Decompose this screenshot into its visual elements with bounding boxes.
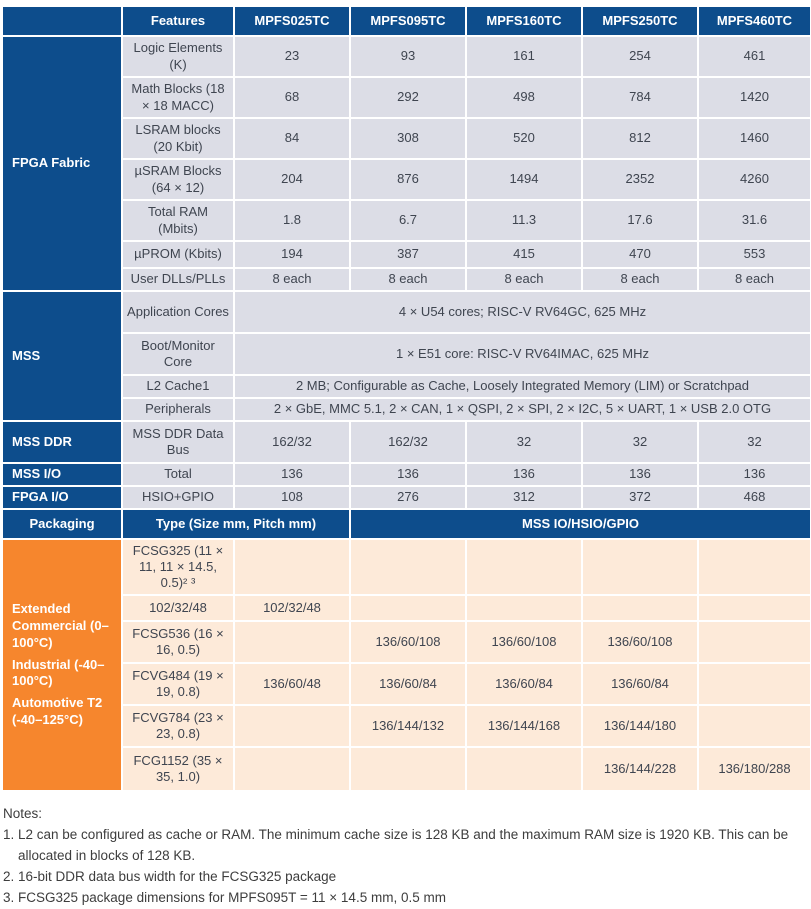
table-row — [2, 77, 811, 118]
value-cell: 102/32/48 — [234, 595, 350, 621]
value-cell-merged: 2 × GbE, MMC 5.1, 2 × CAN, 1 × QSPI, 2 × SPI, 2 × I2C, 5 × UART, 1 × USB 2.0 OTG — [234, 398, 811, 421]
value-cell — [466, 595, 582, 621]
value-cell: 11.3 — [466, 200, 582, 241]
feature-label: LSRAM blocks (20 Kbit) — [122, 118, 234, 159]
value-cell — [698, 539, 811, 595]
table-row — [2, 421, 811, 463]
table-row — [2, 241, 811, 268]
value-cell: 553 — [698, 241, 811, 268]
value-cell: 415 — [466, 241, 582, 268]
value-cell: 136 — [582, 463, 698, 486]
table-row — [2, 291, 811, 333]
feature-label: Total RAM (Mbits) — [122, 200, 234, 241]
package-type-column-header: Type (Size mm, Pitch mm) — [122, 509, 350, 539]
table-row — [2, 268, 811, 291]
value-cell — [698, 621, 811, 663]
value-cell — [350, 747, 466, 791]
value-cell: 1420 — [698, 77, 811, 118]
section-label-packaging: Packaging — [2, 509, 122, 539]
table-row — [2, 375, 811, 398]
value-cell: 136/60/84 — [466, 663, 582, 705]
value-cell: 308 — [350, 118, 466, 159]
value-cell: 136/60/84 — [350, 663, 466, 705]
temp-grade: Automotive T2 (-40–125°C) — [12, 695, 103, 728]
value-cell: 136 — [234, 463, 350, 486]
table-row — [2, 118, 811, 159]
feature-label: L2 Cache1 — [122, 375, 234, 398]
value-cell: 8 each — [582, 268, 698, 291]
value-cell: 1460 — [698, 118, 811, 159]
product-column-header: MPFS095TC — [350, 6, 466, 36]
value-cell: 8 each — [698, 268, 811, 291]
value-cell — [582, 595, 698, 621]
value-cell: 1.8 — [234, 200, 350, 241]
feature-label: Peripherals — [122, 398, 234, 421]
value-cell: 136/60/48 — [234, 663, 350, 705]
value-cell: 2352 — [582, 159, 698, 200]
table-row — [2, 159, 811, 200]
value-cell: 136/60/84 — [582, 663, 698, 705]
value-cell: 136 — [698, 463, 811, 486]
value-cell — [698, 595, 811, 621]
value-cell: 84 — [234, 118, 350, 159]
value-cell: 520 — [466, 118, 582, 159]
section-label-mss-ddr: MSS DDR — [2, 421, 122, 463]
value-cell: 812 — [582, 118, 698, 159]
feature-label: HSIO+GPIO — [122, 486, 234, 509]
value-cell: 136/144/180 — [582, 705, 698, 747]
note-item: 3. FCSG325 package dimensions for MPFS095T = 11 × 14.5 mm, 0.5 mm — [3, 889, 446, 905]
table-row — [2, 486, 811, 509]
value-cell: 254 — [582, 36, 698, 77]
package-type-cell: 102/32/48 — [122, 595, 234, 621]
value-cell: 136/60/108 — [350, 621, 466, 663]
table-row — [2, 621, 811, 663]
value-cell: 17.6 — [582, 200, 698, 241]
table-row — [2, 463, 811, 486]
table-row — [2, 398, 811, 421]
value-cell: 162/32 — [234, 421, 350, 463]
package-type-cell: FCSG536 (16 × 16, 0.5) — [122, 621, 234, 663]
value-cell: 31.6 — [698, 200, 811, 241]
feature-label: Math Blocks (18 × 18 MACC) — [122, 77, 234, 118]
section-label-fpga-io: FPGA I/O — [2, 486, 122, 509]
value-cell: 498 — [466, 77, 582, 118]
packaging-header-row — [2, 509, 811, 539]
value-cell — [350, 539, 466, 595]
value-cell: 204 — [234, 159, 350, 200]
value-cell: 8 each — [350, 268, 466, 291]
value-cell: 8 each — [466, 268, 582, 291]
value-cell — [234, 539, 350, 595]
notes-title: Notes: — [3, 806, 43, 821]
value-cell: 32 — [582, 421, 698, 463]
package-type-cell: FCG1152 (35 × 35, 1.0) — [122, 747, 234, 791]
value-cell — [698, 705, 811, 747]
datasheet-page — [0, 5, 811, 909]
table-row — [2, 747, 811, 791]
value-cell: 4260 — [698, 159, 811, 200]
temperature-grades-cell — [2, 539, 122, 791]
value-cell — [466, 539, 582, 595]
value-cell: 194 — [234, 241, 350, 268]
value-cell: 136/144/228 — [582, 747, 698, 791]
feature-label: µPROM (Kbits) — [122, 241, 234, 268]
table-row — [2, 200, 811, 241]
feature-label: µSRAM Blocks (64 × 12) — [122, 159, 234, 200]
value-cell: 468 — [698, 486, 811, 509]
value-cell: 292 — [350, 77, 466, 118]
table-row — [2, 663, 811, 705]
package-type-cell: FCVG484 (19 × 19, 0.8) — [122, 663, 234, 705]
value-cell: 93 — [350, 36, 466, 77]
value-cell: 136/144/132 — [350, 705, 466, 747]
value-cell: 6.7 — [350, 200, 466, 241]
value-cell — [234, 747, 350, 791]
table-header-row — [2, 6, 811, 36]
feature-label: MSS DDR Data Bus — [122, 421, 234, 463]
table-row — [2, 705, 811, 747]
value-cell: 470 — [582, 241, 698, 268]
feature-label: Boot/Monitor Core — [122, 333, 234, 375]
value-cell — [466, 747, 582, 791]
value-cell-merged: 4 × U54 cores; RISC-V RV64GC, 625 MHz — [234, 291, 811, 333]
feature-label: Total — [122, 463, 234, 486]
value-cell-merged: 2 MB; Configurable as Cache, Loosely Integrated Memory (LIM) or Scratchpad — [234, 375, 811, 398]
corner-cell — [2, 6, 122, 36]
table-row — [2, 595, 811, 621]
table-row — [2, 36, 811, 77]
package-type-cell: FCSG325 (11 × 11, 11 × 14.5, 0.5)² ³ — [122, 539, 234, 595]
value-cell: 108 — [234, 486, 350, 509]
table-row — [2, 333, 811, 375]
notes-section — [3, 804, 808, 909]
product-column-header: MPFS250TC — [582, 6, 698, 36]
value-cell: 276 — [350, 486, 466, 509]
value-cell: 136/60/108 — [582, 621, 698, 663]
value-cell-merged: 1 × E51 core: RISC-V RV64IMAC, 625 MHz — [234, 333, 811, 375]
value-cell — [350, 595, 466, 621]
packaging-io-column-header: MSS IO/HSIO/GPIO — [350, 509, 811, 539]
value-cell: 136/144/168 — [466, 705, 582, 747]
value-cell: 876 — [350, 159, 466, 200]
value-cell: 23 — [234, 36, 350, 77]
value-cell: 1494 — [466, 159, 582, 200]
value-cell — [698, 663, 811, 705]
product-column-header: MPFS160TC — [466, 6, 582, 36]
note-item: 2. 16-bit DDR data bus width for the FCSG325 package — [3, 868, 337, 884]
product-column-header: MPFS460TC — [698, 6, 811, 36]
value-cell — [234, 705, 350, 747]
value-cell: 461 — [698, 36, 811, 77]
feature-comparison-table — [1, 5, 811, 792]
feature-label: Logic Elements (K) — [122, 36, 234, 77]
value-cell — [582, 539, 698, 595]
value-cell: 32 — [698, 421, 811, 463]
value-cell — [234, 621, 350, 663]
table-row — [2, 539, 811, 595]
value-cell: 136/60/108 — [466, 621, 582, 663]
section-label-mss: MSS — [2, 291, 122, 421]
value-cell: 8 each — [234, 268, 350, 291]
section-label-fpga-fabric: FPGA Fabric — [2, 36, 122, 291]
temp-grade: Extended Commercial (0–100°C) — [12, 600, 109, 650]
value-cell: 162/32 — [350, 421, 466, 463]
temp-grade: Industrial (-40–100°C) — [12, 656, 105, 689]
value-cell: 387 — [350, 241, 466, 268]
value-cell: 136/180/288 — [698, 747, 811, 791]
value-cell: 372 — [582, 486, 698, 509]
value-cell: 312 — [466, 486, 582, 509]
product-column-header: MPFS025TC — [234, 6, 350, 36]
package-type-cell: FCVG784 (23 × 23, 0.8) — [122, 705, 234, 747]
value-cell: 784 — [582, 77, 698, 118]
value-cell: 161 — [466, 36, 582, 77]
note-item: 1. L2 can be configured as cache or RAM. The minimum cache size is 128 KB and the maximum RAM size is 1920 KB. This can be allocated in blocks of 128 KB. — [3, 826, 789, 863]
section-label-mss-io: MSS I/O — [2, 463, 122, 486]
features-column-header: Features — [122, 6, 234, 36]
feature-label: Application Cores — [122, 291, 234, 333]
value-cell: 136 — [350, 463, 466, 486]
value-cell: 68 — [234, 77, 350, 118]
feature-label: User DLLs/PLLs — [122, 268, 234, 291]
value-cell: 136 — [466, 463, 582, 486]
value-cell: 32 — [466, 421, 582, 463]
